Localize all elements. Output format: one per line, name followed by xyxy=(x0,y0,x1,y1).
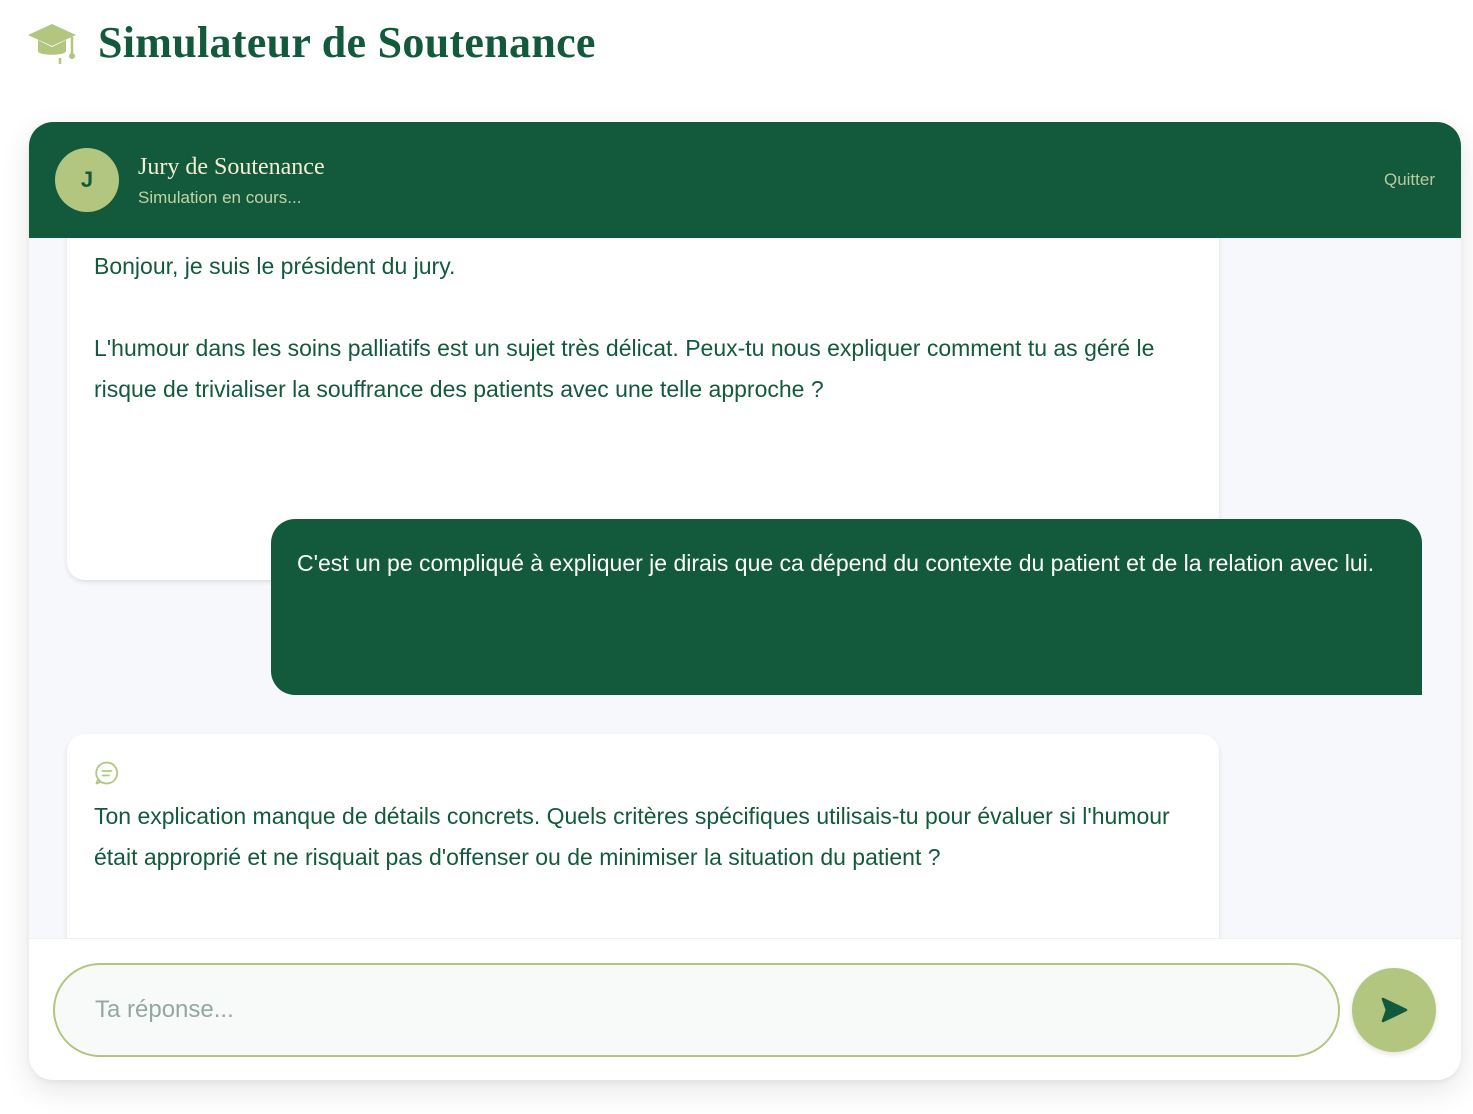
chat-header-info xyxy=(138,152,325,208)
comment-icon xyxy=(94,760,120,786)
jury-message xyxy=(67,734,1219,938)
input-bar xyxy=(29,938,1461,1080)
page-header xyxy=(26,14,596,70)
message-paragraph: C'est un pe compliqué à expliquer je dirais que ca dépend du contexte du patient et de la relation avec lui. xyxy=(297,550,1375,576)
message-list xyxy=(29,238,1461,938)
send-button[interactable] xyxy=(1352,968,1436,1052)
avatar: J xyxy=(55,148,119,212)
user-message xyxy=(271,519,1422,695)
chat-header xyxy=(29,122,1461,238)
send-icon xyxy=(1379,995,1409,1025)
chat-window xyxy=(29,122,1461,1080)
message-paragraph: Ton explication manque de détails concrets. Quels critères spécifiques utilisais-tu pour évaluer si l'humour était approprié et ne risquait pas d'offenser ou de minimiser la situation du patient ? xyxy=(94,803,1170,870)
page-title: Simulateur de Soutenance xyxy=(98,17,596,67)
jury-status: Simulation en cours... xyxy=(138,188,302,207)
message-paragraph: L'humour dans les soins palliatifs est un sujet très délicat. Peux-tu nous expliquer comment tu as géré le risque de trivialiser la souffrance des patients avec une telle approche ? xyxy=(94,335,1155,402)
quit-button[interactable]: Quitter xyxy=(1383,170,1435,189)
graduation-cap-icon xyxy=(26,20,78,64)
jury-name: Jury de Soutenance xyxy=(138,154,325,180)
reply-input[interactable] xyxy=(53,963,1340,1057)
message-paragraph: Bonjour, je suis le président du jury. xyxy=(94,253,456,279)
